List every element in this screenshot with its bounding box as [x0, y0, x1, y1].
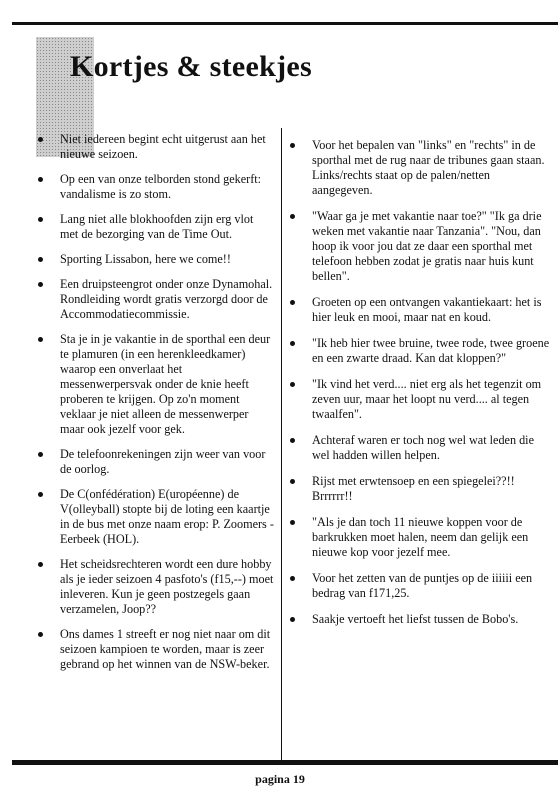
bullet-icon [38, 562, 43, 567]
item-text: Achteraf waren er toch nog wel wat leden die wel hadden willen helpen. [312, 433, 534, 462]
item-text: Voor het zetten van de puntjes op de iiiiii een bedrag van f171,25. [312, 571, 533, 600]
item-text: Niet iedereen begint echt uitgerust aan het nieuwe seizoen. [60, 132, 266, 161]
list-item [36, 212, 274, 242]
item-text: Saakje vertoeft het liefst tussen de Bobo's. [312, 612, 519, 626]
list-item [288, 377, 550, 422]
item-text: De telefoonrekeningen zijn weer van voor de oorlog. [60, 447, 266, 476]
bullet-icon [38, 282, 43, 287]
bullet-icon [290, 576, 295, 581]
list-item [36, 332, 274, 437]
list-item [288, 612, 550, 627]
list-item [288, 336, 550, 366]
right-column [288, 138, 550, 638]
item-text: "Ik vind het verd.... niet erg als het tegenzit om zeven uur, maar het loopt nu verd.... al tegen twaalfen". [312, 377, 542, 421]
bullet-icon [38, 177, 43, 182]
bullet-icon [38, 632, 43, 637]
list-item [288, 295, 550, 325]
bullet-icon [38, 217, 43, 222]
bullet-icon [290, 143, 295, 148]
bullet-icon [38, 452, 43, 457]
list-item [36, 132, 274, 162]
bullet-icon [290, 382, 295, 387]
item-text: Sta je in je vakantie in de sporthal een deur te plamuren (in een herenkleedkamer) waarop een onverlaat het messenwerpersvak onder de knie heeft proberen te krijgen. Op zo'n moment veklaar je niet alleen de messenwerper maar ook jezelf voor gek. [60, 332, 271, 436]
list-item [36, 487, 274, 547]
item-text: De C(onfédération) E(uropéenne) de V(olleyball) stopte bij de loting een kaartje in de bus met onze naam erop: P. Zoomers - Eerbeek (HOL). [60, 487, 274, 546]
list-item [288, 433, 550, 463]
bottom-rule [12, 760, 558, 765]
bullet-icon [290, 300, 295, 305]
list-item [36, 252, 274, 267]
top-rule [12, 22, 558, 25]
item-text: "Waar ga je met vakantie naar toe?" "Ik ga drie weken met vakantie naar Tanzania". "Nou, dan hoop ik voor jou dat ze daar een sporthal met telefoon hebben zodat je gratis naar huis kunt bellen". [312, 209, 542, 283]
bullet-icon [290, 341, 295, 346]
list-item [36, 557, 274, 617]
item-text: Voor het bepalen van "links" en "rechts" in de sporthal met de rug naar de tribunes gaan staan. Links/rechts staat op de palen/netten aangegeven. [312, 138, 545, 197]
item-text: Het scheidsrechteren wordt een dure hobby als je ieder seizoen 4 pasfoto's (f15,--) moet inleveren. Kun je geen postzegels gaan verzamelen, Joop?? [60, 557, 274, 616]
bullet-icon [290, 520, 295, 525]
item-text: "Ik heb hier twee bruine, twee rode, twee groene en een zwarte draad. Kan dat kloppen?" [312, 336, 550, 365]
item-text: Lang niet alle blokhoofden zijn erg vlot met de bezorging van de Time Out. [60, 212, 254, 241]
list-item [288, 571, 550, 601]
bullet-icon [290, 479, 295, 484]
list-item [36, 627, 274, 672]
list-item [288, 474, 550, 504]
bullet-icon [38, 137, 43, 142]
page-title: Kortjes & steekjes [70, 50, 312, 83]
list-item [288, 209, 550, 284]
item-text: Sporting Lissabon, here we come!! [60, 252, 231, 266]
item-text: Rijst met erwtensoep en een spiegelei??!! Brrrrrr!! [312, 474, 515, 503]
column-divider [281, 128, 282, 760]
list-item [36, 172, 274, 202]
list-item [288, 138, 550, 198]
item-text: Groeten op een ontvangen vakantiekaart: het is hier leuk en mooi, maar nat en koud. [312, 295, 542, 324]
left-column [36, 132, 274, 682]
item-text: Ons dames 1 streeft er nog niet naar om dit seizoen kampioen te worden, maar is zeer gebrand op het winnen van de NSW-beker. [60, 627, 271, 671]
bullet-icon [38, 492, 43, 497]
bullet-icon [38, 337, 43, 342]
item-text: "Als je dan toch 11 nieuwe koppen voor de barkrukken moet halen, neem dan gelijk een nieuwe kop voor jezelf mee. [312, 515, 529, 559]
bullet-icon [290, 617, 295, 622]
bullet-icon [290, 438, 295, 443]
list-item [36, 277, 274, 322]
item-text: Op een van onze telborden stond gekerft: vandalisme is zo stom. [60, 172, 262, 201]
page-number: pagina 19 [255, 772, 305, 786]
list-item [36, 447, 274, 477]
item-text: Een druipsteengrot onder onze Dynamohal. Rondleiding wordt gratis verzorgd door de Accommodatiecommissie. [60, 277, 273, 321]
bullet-icon [38, 257, 43, 262]
list-item [288, 515, 550, 560]
bullet-icon [290, 214, 295, 219]
